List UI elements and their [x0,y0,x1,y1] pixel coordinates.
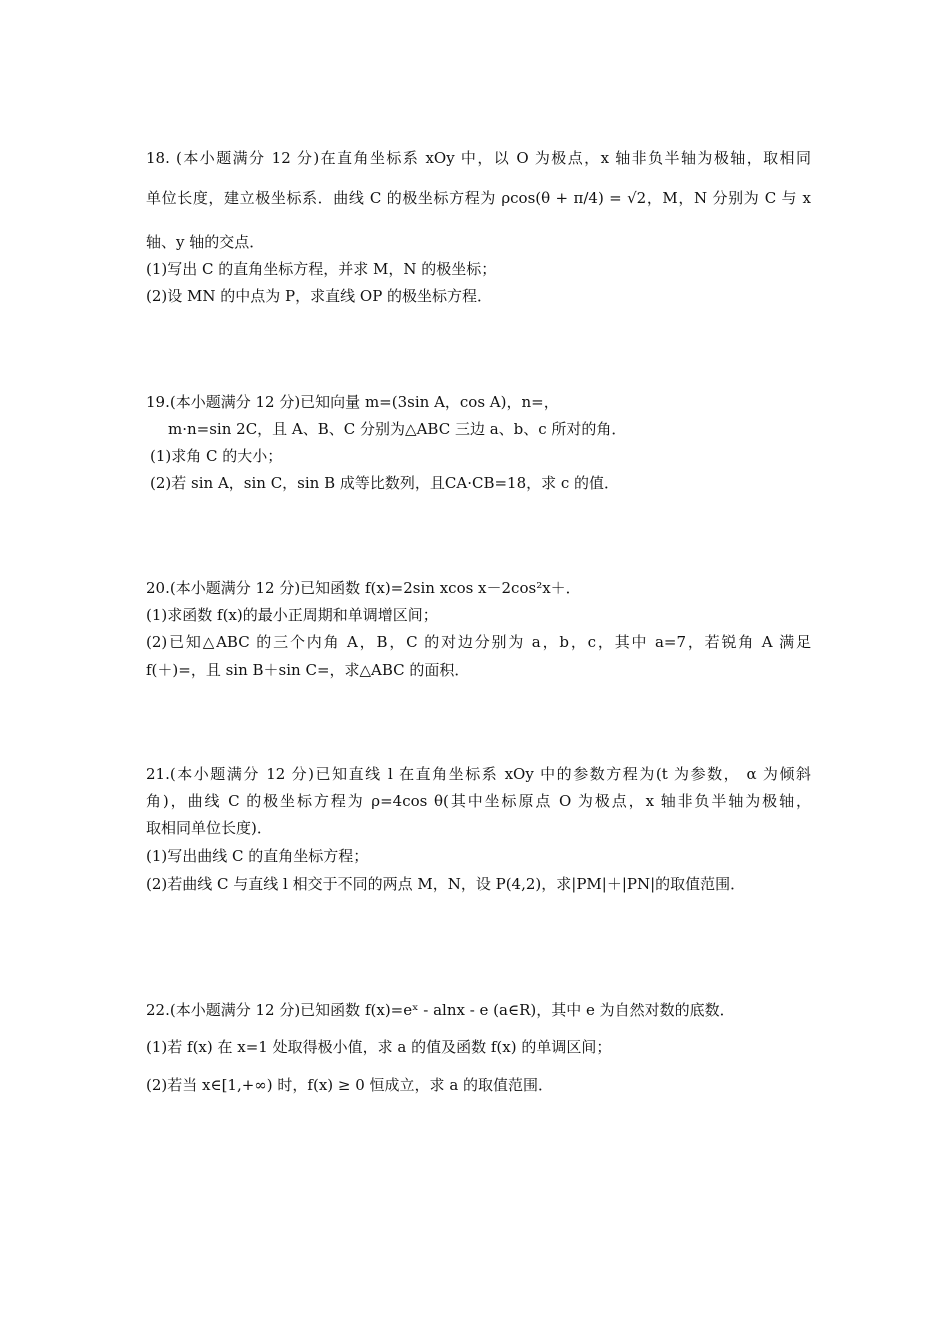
question-20-line-1: 20.(本小题满分 12 分)已知函数 f(x)=2sin xcos x－2cos²x＋． [146,579,581,597]
question-18-part-1: (1)写出 C 的直角坐标方程，并求 M，N 的极坐标； [146,260,497,278]
question-19-part-2: (2)若 sin A，sin C，sin B 成等比数列，且CA·CB=18，求 c 的值． [150,474,620,492]
question-20-part-1: (1)求函数 f(x)的最小正周期和单调增区间； [146,606,438,624]
question-21-line-1: 21.(本小题满分 12 分)已知直线 l 在直角坐标系 xOy 中的参数方程为(t 为参数， α 为倾斜 [146,765,811,783]
question-21-line-3: 取相同单位长度)． [146,819,272,837]
question-21-part-1: (1)写出曲线 C 的直角坐标方程； [146,847,369,865]
question-21-line-2: 角)，曲线 C 的极坐标方程为 ρ=4cos θ(其中坐标原点 O 为极点，x 轴非负半轴为极轴， [146,792,811,810]
question-19-line-2: m·n=sin 2C，且 A、B、C 分别为△ABC 三边 a、b、c 所对的角． [168,420,627,438]
question-18-line-2: 单位长度，建立极坐标系．曲线 C 的极坐标方程为 ρcos(θ + π/4) = √2，M，N 分别为 C 与 x [146,189,811,207]
question-21-part-2: (2)若曲线 C 与直线 l 相交于不同的两点 M，N，设 P(4,2)，求|PM|＋|PN|的取值范围． [146,875,746,893]
question-19-part-1: (1)求角 C 的大小； [150,447,283,465]
question-18-part-2: (2)设 MN 的中点为 P，求直线 OP 的极坐标方程． [146,287,493,305]
question-22-part-1: (1)若 f(x) 在 x=1 处取得极小值，求 a 的值及函数 f(x) 的单调区间； [146,1038,612,1056]
question-19-line-1: 19.(本小题满分 12 分)已知向量 m=(3sin A，cos A)，n=， [146,393,559,411]
question-18-line-1: 18. (本小题满分 12 分)在直角坐标系 xOy 中，以 O 为极点，x 轴非负半轴为极轴，取相同 [146,149,811,167]
question-18-line-3: 轴、y 轴的交点． [146,233,265,251]
question-22-part-2: (2)若当 x∈[1,+∞) 时，f(x) ≥ 0 恒成立，求 a 的取值范围． [146,1076,554,1094]
question-20-part-2: (2)已知△ABC 的三个内角 A，B，C 的对边分别为 a，b，c，其中 a=7，若锐角 A 满足 [146,633,811,651]
question-20-line-4: f(＋)=，且 sin B＋sin C=，求△ABC 的面积． [146,661,470,679]
question-22-line-1: 22.(本小题满分 12 分)已知函数 f(x)=eˣ - alnx - e (a∈R)，其中 e 为自然对数的底数． [146,1001,735,1019]
